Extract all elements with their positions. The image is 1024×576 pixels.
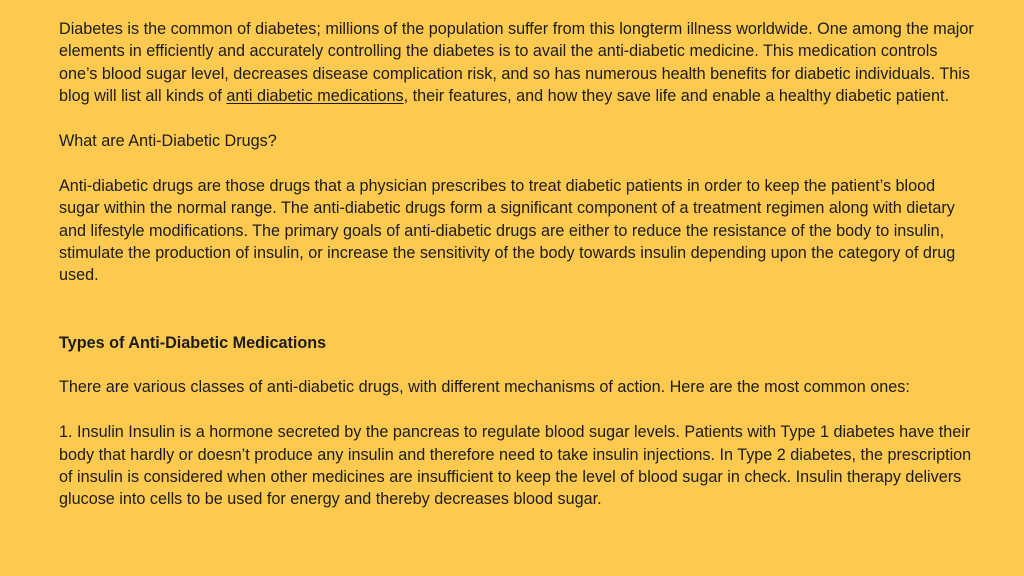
intro-text-after-link: , their features, and how they save life and enable a healthy diabetic patient. [403, 87, 949, 106]
insulin-list-item: 1. Insulin Insulin is a hormone secreted by the pancreas to regulate blood sugar levels. Patients with Type 1 diabetes have their body that hardly or doesn’t produce any insulin and therefore need to take insulin injections. In Type 2 diabetes, the prescription of insulin is considered when other medicines are insufficient to keep the level of blood sugar in check. Insulin therapy delivers glucose into cells to be used for energy and thereby decreases blood sugar. [59, 423, 972, 509]
anti-diabetic-medications-link[interactable]: anti diabetic medications [226, 87, 404, 106]
spacer [59, 108, 974, 130]
definition-paragraph: Anti-diabetic drugs are those drugs that a physician prescribes to treat diabetic patients in order to keep the patient’s blood sugar within the normal range. The anti-diabetic drugs form a significant component of a treatment regimen along with dietary and lifestyle modifications. The primary goals of anti-diabetic drugs are either to reduce the resistance of the body to insulin, stimulate the production of insulin, or increase the sensitivity of the body towards insulin depending upon the category of drug used. [59, 176, 956, 285]
intro-paragraph [59, 18, 974, 108]
spacer [59, 152, 974, 174]
intro-text-before-link: Diabetes is the common of diabetes; millions of the population suffer from this longterm illness worldwide. One among the major elements in efficiently and accurately controlling the diabetes is to avail the anti-diabetic medicine. This medication controls one’s blood sugar level, decreases disease complication risk, and so has numerous health benefits for diabetic individuals. This blog will list all kinds of [59, 20, 974, 106]
types-intro-paragraph: There are various classes of anti-diabetic drugs, with different mechanisms of action. Here are the most common ones: [59, 378, 910, 397]
types-heading: Types of Anti-Diabetic Medications [59, 333, 327, 352]
spacer [59, 287, 974, 332]
section-question: What are Anti-Diabetic Drugs? [59, 132, 277, 151]
spacer [59, 399, 974, 421]
spacer [59, 354, 974, 376]
article-body [59, 18, 974, 511]
